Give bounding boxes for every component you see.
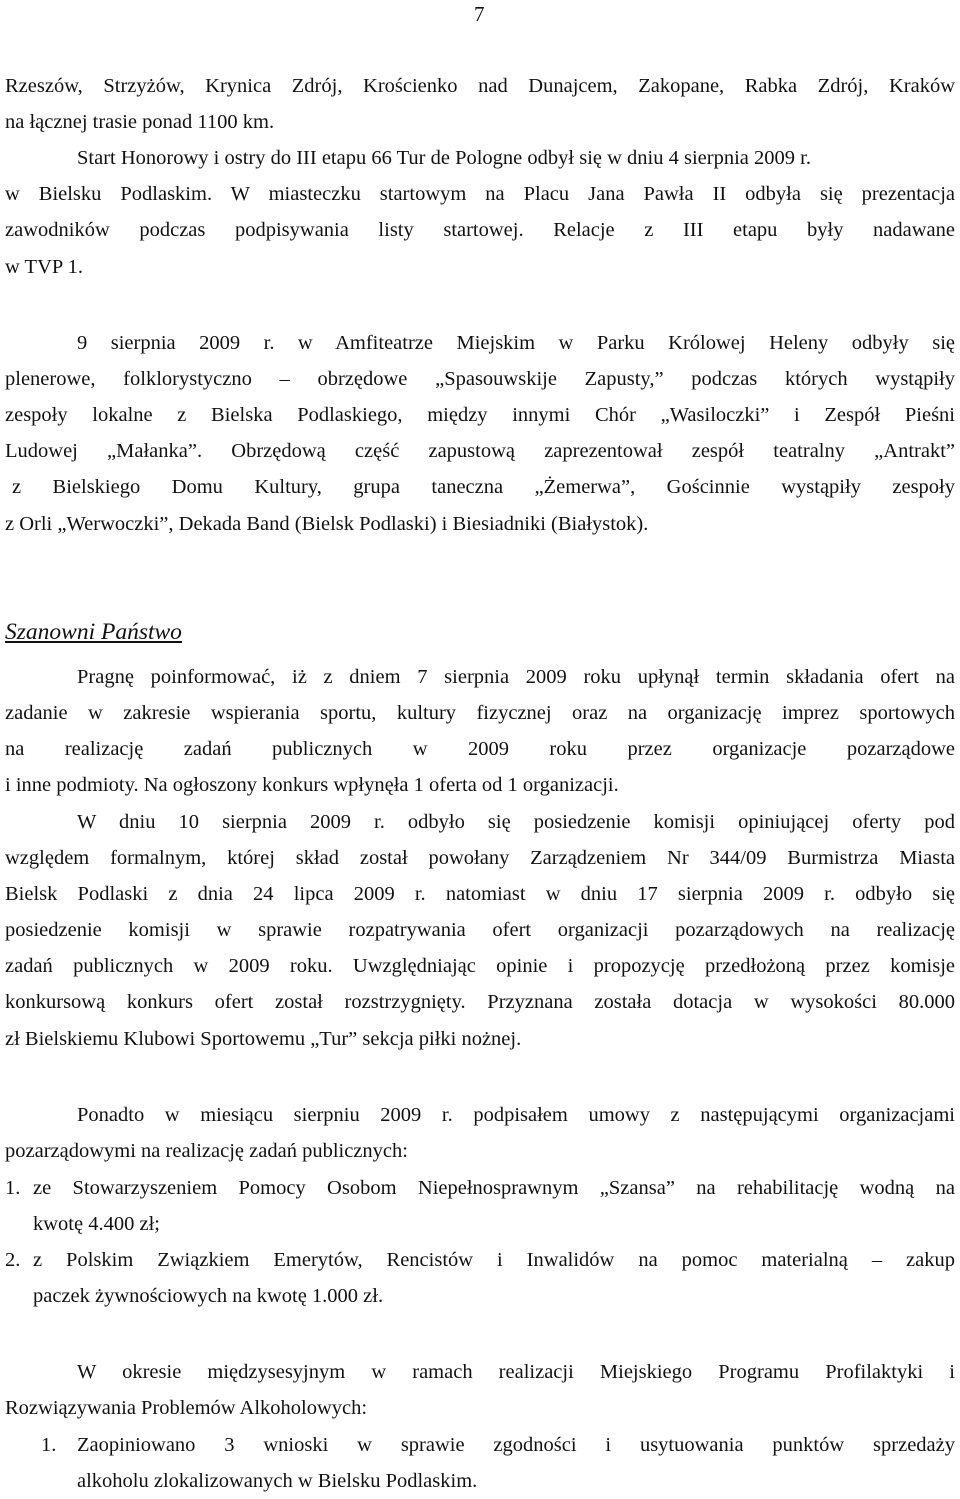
text-line: Start Honorowy i ostry do III etapu 66 Tur de Pologne odbył się w dniu 4 sierpnia 2009 r. [77, 147, 811, 169]
text-line: plenerowe, folklorystyczno – obrzędowe „Spasouwskije Zapusty,” podczas których wystąpiły [5, 368, 955, 390]
list-item-line: z Polskim Związkiem Emerytów, Rencistów i Inwalidów na pomoc materialną – zakup [33, 1249, 955, 1271]
text-line: W okresie międzysesyjnym w ramach realizacji Miejskiego Programu Profilaktyki i [77, 1361, 955, 1383]
list-item-line: ze Stowarzyszeniem Pomocy Osobom Niepełnosprawnym „Szansa” na rehabilitację wodną na [33, 1177, 955, 1199]
list-number: 2. [5, 1249, 21, 1271]
list-number: 1. [41, 1434, 57, 1456]
text-line: Rozwiązywania Problemów Alkoholowych: [5, 1397, 368, 1419]
text-line: w Bielsku Podlaskim. W miasteczku startowym na Placu Jana Pawła II odbyła się prezentacja [5, 183, 955, 205]
text-line: w TVP 1. [5, 256, 84, 278]
list-item-line: paczek żywnościowych na kwotę 1.000 zł. [33, 1285, 384, 1307]
list-number: 1. [5, 1177, 21, 1199]
text-line: względem formalnym, której skład został powołany Zarządzeniem Nr 344/09 Burmistrza Miasta [5, 847, 955, 869]
text-line: z Orli „Werwoczki”, Dekada Band (Bielsk Podlaski) i Biesiadniki (Białystok). [5, 513, 649, 535]
text-line: zadań publicznych w 2009 roku. Uwzględniając opinie i propozycję przedłożoną przez komisje [5, 955, 955, 977]
text-line: zespoły lokalne z Bielska Podlaskiego, między innymi Chór „Wasiloczki” i Zespół Pieśni [5, 404, 955, 426]
section-heading: Szanowni Państwo [5, 619, 182, 645]
text-line: Rzeszów, Strzyżów, Krynica Zdrój, Krościenko nad Dunajcem, Zakopane, Rabka Zdrój, Kraków [5, 75, 955, 97]
text-line: konkursową konkurs ofert został rozstrzygnięty. Przyznana została dotacja w wysokości 80.000 [5, 991, 955, 1013]
text-line: zawodników podczas podpisywania listy startowej. Relacje z III etapu były nadawane [5, 219, 955, 241]
text-line: na łącznej trasie ponad 1100 km. [5, 111, 275, 133]
list-item-line: alkoholu zlokalizowanych w Bielsku Podlaskim. [77, 1470, 478, 1492]
page-number: 7 [474, 2, 485, 26]
text-line: zł Bielskiemu Klubowi Sportowemu „Tur” sekcja piłki nożnej. [5, 1028, 522, 1050]
text-line: Pragnę poinformować, iż z dniem 7 sierpnia 2009 roku upłynął termin składania ofert na [77, 666, 955, 688]
text-line: posiedzenie komisji w sprawie rozpatrywania ofert organizacji pozarządowych na realizację [5, 919, 955, 941]
list-item-line: kwotę 4.400 zł; [33, 1213, 160, 1235]
text-line: Ponadto w miesiącu sierpniu 2009 r. podpisałem umowy z następującymi organizacjami [77, 1104, 955, 1126]
text-line: zadanie w zakresie wspierania sportu, kultury fizycznej oraz na organizację imprez sportowych [5, 702, 955, 724]
text-line: pozarządowymi na realizację zadań publicznych: [5, 1140, 408, 1162]
text-line: 9 sierpnia 2009 r. w Amfiteatrze Miejskim w Parku Królowej Heleny odbyły się [77, 332, 955, 354]
text-line: z Bielskiego Domu Kultury, grupa taneczna „Żemerwa”, Gościnnie wystąpiły zespoły [12, 476, 955, 498]
list-item-line: Zaopiniowano 3 wnioski w sprawie zgodności i usytuowania punktów sprzedaży [77, 1434, 955, 1456]
text-line: Ludowej „Małanka”. Obrzędową część zapustową zaprezentował zespół teatralny „Antrakt” [5, 440, 955, 462]
text-line: Bielsk Podlaski z dnia 24 lipca 2009 r. natomiast w dniu 17 sierpnia 2009 r. odbyło się [5, 883, 955, 905]
text-line: na realizację zadań publicznych w 2009 roku przez organizacje pozarządowe [5, 738, 955, 760]
text-line: W dniu 10 sierpnia 2009 r. odbyło się posiedzenie komisji opiniującej oferty pod [77, 811, 955, 833]
text-line: i inne podmioty. Na ogłoszony konkurs wpłynęła 1 oferta od 1 organizacji. [5, 774, 619, 796]
